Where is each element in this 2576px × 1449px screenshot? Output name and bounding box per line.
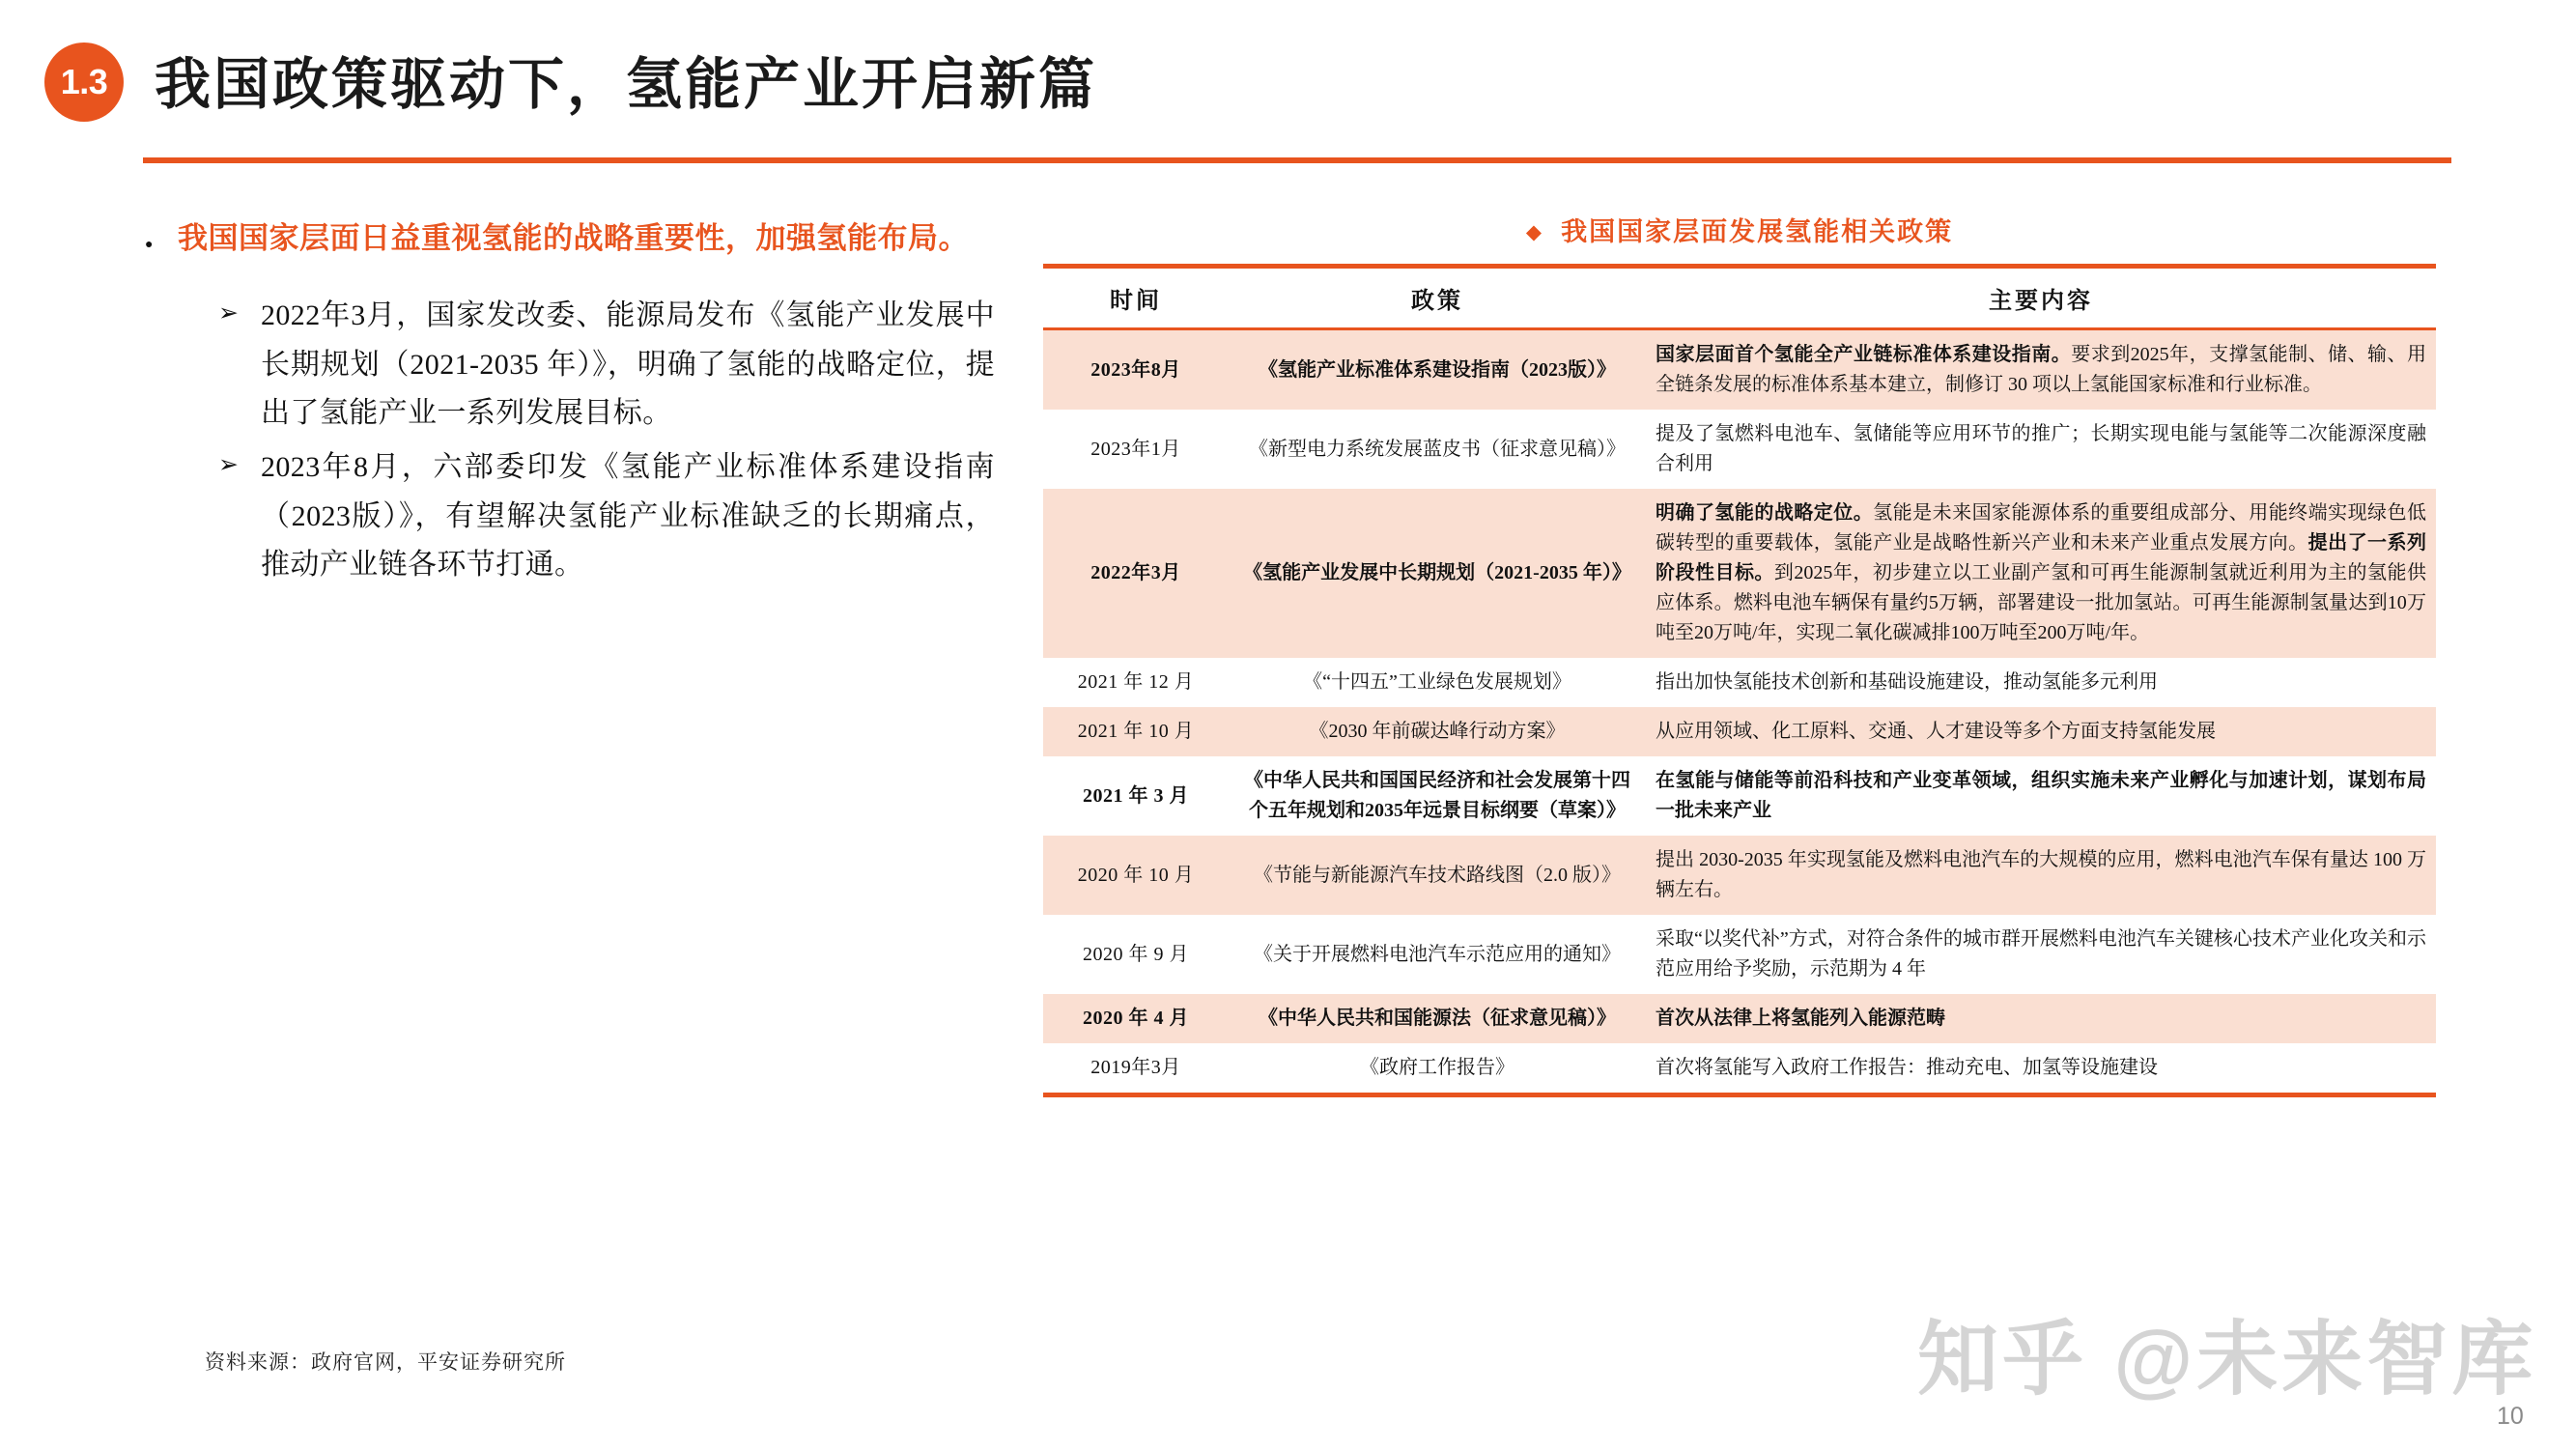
cell-content: 采取“以奖代补”方式，对符合条件的城市群开展燃料电池汽车关键核心技术产业化攻关和示范应用给予奖励，示范期为 4 年 — [1646, 915, 2436, 994]
cell-content: 提出 2030-2035 年实现氢能及燃料电池汽车的大规模的应用，燃料电池汽车保有量达 100 万辆左右。 — [1646, 836, 2436, 915]
table-row — [1043, 707, 2436, 756]
list-item — [218, 443, 995, 589]
arrow-bullet-icon: ➢ — [218, 300, 239, 327]
table-row — [1043, 410, 2436, 489]
lead-bullet — [145, 214, 995, 263]
table-row — [1043, 1043, 2436, 1095]
cell-policy: 《2030 年前碳达峰行动方案》 — [1229, 707, 1646, 756]
table-caption — [1043, 211, 2436, 248]
section-number-badge: 1.3 — [44, 43, 124, 122]
cell-time: 2023年8月 — [1043, 329, 1229, 411]
list-item — [218, 292, 995, 438]
table-row — [1043, 489, 2436, 658]
cell-time: 2021 年 10 月 — [1043, 707, 1229, 756]
column-header-time: 时间 — [1043, 267, 1229, 329]
policy-table-panel — [1043, 211, 2436, 1097]
table-caption-text: 我国国家层面发展氢能相关政策 — [1561, 217, 1954, 246]
cell-content: 首次将氢能写入政府工作报告：推动充电、加氢等设施建设 — [1646, 1043, 2436, 1095]
table-row — [1043, 658, 2436, 707]
slide-header — [0, 0, 2576, 184]
bullet-dot-icon — [145, 214, 178, 253]
cell-content: 从应用领域、化工原料、交通、人才建设等多个方面支持氢能发展 — [1646, 707, 2436, 756]
cell-content: 国家层面首个氢能全产业链标准体系建设指南。要求到2025年，支撑氢能制、储、输、用全链条发展的标准体系基本建立，制修订 30 项以上氢能国家标准和行业标准。 — [1646, 329, 2436, 411]
policy-table — [1043, 264, 2436, 1097]
cell-policy: 《新型电力系统发展蓝皮书（征求意见稿）》 — [1229, 410, 1646, 489]
watermark: 知乎 @未来智库 — [1917, 1314, 2537, 1405]
table-row — [1043, 329, 2436, 411]
cell-content: 提及了氢燃料电池车、氢储能等应用环节的推广；长期实现电能与氢能等二次能源深度融合利用 — [1646, 410, 2436, 489]
sub-bullet-list — [145, 292, 995, 589]
table-header-row — [1043, 267, 2436, 329]
cell-content: 首次从法律上将氢能列入能源范畴 — [1646, 994, 2436, 1043]
cell-policy: 《政府工作报告》 — [1229, 1043, 1646, 1095]
lead-statement: 我国国家层面日益重视氢能的战略重要性，加强氢能布局。 — [178, 221, 969, 255]
page-number: 10 — [2497, 1403, 2524, 1430]
table-row — [1043, 994, 2436, 1043]
arrow-bullet-icon: ➢ — [218, 452, 239, 479]
cell-time: 2019年3月 — [1043, 1043, 1229, 1095]
table-row — [1043, 836, 2436, 915]
source-note: 资料来源：政府官网，平安证券研究所 — [205, 1350, 566, 1374]
table-head — [1043, 267, 2436, 329]
diamond-bullet-icon: ◆ — [1525, 220, 1544, 243]
cell-time: 2020 年 4 月 — [1043, 994, 1229, 1043]
cell-policy: 《氢能产业标准体系建设指南（2023版）》 — [1229, 329, 1646, 411]
cell-time: 2023年1月 — [1043, 410, 1229, 489]
table-row — [1043, 915, 2436, 994]
cell-time: 2022年3月 — [1043, 489, 1229, 658]
page-title: 我国政策驱动下，氢能产业开启新篇 — [155, 53, 1098, 116]
column-header-content: 主要内容 — [1646, 267, 2436, 329]
left-text-column — [145, 214, 995, 596]
column-header-policy: 政策 — [1229, 267, 1646, 329]
table-body — [1043, 329, 2436, 1095]
list-item-text: 2022年3月，国家发改委、能源局发布《氢能产业发展中长期规划（2021-2035 年）》，明确了氢能的战略定位，提出了氢能产业一系列发展目标。 — [261, 299, 995, 429]
cell-time: 2021 年 12 月 — [1043, 658, 1229, 707]
cell-policy: 《“十四五”工业绿色发展规划》 — [1229, 658, 1646, 707]
cell-time: 2020 年 9 月 — [1043, 915, 1229, 994]
cell-policy: 《氢能产业发展中长期规划（2021-2035 年）》 — [1229, 489, 1646, 658]
list-item-text: 2023年8月，六部委印发《氢能产业标准体系建设指南（2023版）》，有望解决氢能产业标准缺乏的长期痛点，推动产业链各环节打通。 — [261, 451, 995, 582]
cell-policy: 《中华人民共和国能源法（征求意见稿）》 — [1229, 994, 1646, 1043]
cell-content: 指出加快氢能技术创新和基础设施建设，推动氢能多元利用 — [1646, 658, 2436, 707]
cell-content: 在氢能与储能等前沿科技和产业变革领域，组织实施未来产业孵化与加速计划，谋划布局一批未来产业 — [1646, 756, 2436, 836]
cell-policy: 《节能与新能源汽车技术路线图（2.0 版）》 — [1229, 836, 1646, 915]
title-divider — [143, 157, 2451, 163]
cell-content: 明确了氢能的战略定位。氢能是未来国家能源体系的重要组成部分、用能终端实现绿色低碳转型的重要载体，氢能产业是战略性新兴产业和未来产业重点发展方向。提出了一系列阶段性目标。到2025年，初步建立以工业副产氢和可再生能源制氢就近利用为主的氢能供应体系。燃料电池车辆保有量约5万辆，部署建设一批加氢站。可再生能源制氢量达到10万吨至20万吨/年，实现二氧化碳减排100万吨至200万吨/年。 — [1646, 489, 2436, 658]
table-row — [1043, 756, 2436, 836]
cell-time: 2021 年 3 月 — [1043, 756, 1229, 836]
cell-time: 2020 年 10 月 — [1043, 836, 1229, 915]
cell-policy: 《中华人民共和国国民经济和社会发展第十四个五年规划和2035年远景目标纲要（草案）》 — [1229, 756, 1646, 836]
cell-policy: 《关于开展燃料电池汽车示范应用的通知》 — [1229, 915, 1646, 994]
